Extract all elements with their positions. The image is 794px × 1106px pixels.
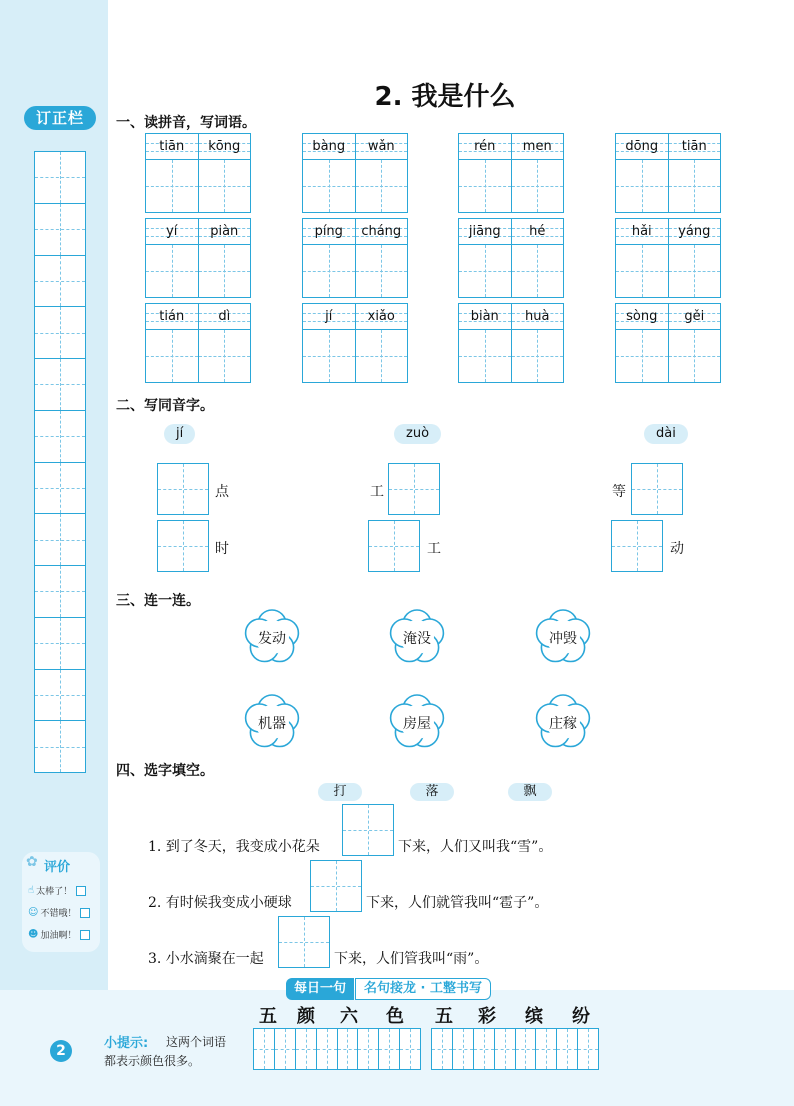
homophone-answer-box[interactable] [157, 463, 209, 515]
flower-word-text: 庄稼 [549, 716, 577, 732]
correction-writing-grid[interactable] [34, 151, 86, 773]
evaluation-checkbox[interactable] [76, 886, 86, 896]
cheer-icon: ☻ [28, 929, 39, 940]
pinyin-char-column [303, 134, 356, 212]
character-writing-box[interactable] [199, 330, 251, 382]
pinyin-word-box [145, 218, 251, 298]
pinyin-label [616, 304, 668, 330]
homophone-pinyin: jí [164, 424, 195, 444]
copy-writing-cell[interactable] [432, 1029, 453, 1069]
character-writing-box[interactable] [459, 160, 511, 212]
copy-writing-cell[interactable] [296, 1029, 317, 1069]
homophone-word: 动 [670, 541, 684, 557]
correction-grid-cell[interactable] [35, 152, 85, 204]
pinyin-char-column [303, 304, 356, 382]
character-writing-box[interactable] [669, 245, 721, 297]
evaluation-title: 评价 [44, 860, 71, 875]
pinyin-word-box [302, 133, 408, 213]
homophone-word: 等 [612, 484, 626, 500]
pinyin-text: jiāng [468, 224, 501, 239]
pinyin-char-column [669, 219, 721, 297]
pinyin-text: gěi [684, 309, 705, 324]
correction-grid-cell[interactable] [35, 721, 85, 772]
hint-text: 都表示颜色很多。 [104, 1054, 201, 1068]
pinyin-label [356, 304, 408, 330]
pinyin-text: sòng [626, 309, 658, 324]
option-pill: 落 [410, 783, 454, 801]
character-writing-box[interactable] [512, 330, 564, 382]
copy-writing-cell[interactable] [474, 1029, 495, 1069]
pinyin-text: yáng [678, 224, 711, 239]
copy-writing-grid[interactable] [431, 1028, 599, 1070]
pinyin-text: bàng [312, 139, 346, 154]
pinyin-word-box [458, 303, 564, 383]
pinyin-label [146, 219, 198, 245]
pinyin-label [199, 134, 251, 160]
pinyin-char-column [459, 219, 512, 297]
copy-writing-cell[interactable] [358, 1029, 379, 1069]
homophone-answer-box[interactable] [388, 463, 440, 515]
pinyin-label [512, 134, 564, 160]
pinyin-label [356, 134, 408, 160]
correction-grid-cell[interactable] [35, 514, 85, 566]
homophone-word: 点 [215, 484, 229, 500]
sentence-2-before: 2. 有时候我变成小硬球 [148, 895, 292, 911]
phrase-character: 颜 [297, 1006, 315, 1027]
correction-grid-cell[interactable] [35, 566, 85, 618]
evaluation-checkbox[interactable] [80, 930, 90, 940]
pinyin-char-column [459, 134, 512, 212]
phrase-character: 纷 [572, 1006, 590, 1027]
pinyin-label [669, 134, 721, 160]
pinyin-char-column [356, 304, 408, 382]
pinyin-label [512, 219, 564, 245]
sentence-1-before: 1. 到了冬天，我变成小花朵 [148, 839, 320, 855]
pinyin-char-column [356, 219, 408, 297]
pinyin-char-column [669, 134, 721, 212]
copy-writing-cell[interactable] [578, 1029, 598, 1069]
pinyin-char-column [512, 219, 564, 297]
sentence-3-after: 下来，人们管我叫“雨”。 [334, 951, 489, 967]
pinyin-text: dōng [625, 139, 659, 154]
phrase-character: 五 [435, 1006, 453, 1027]
hint-label: 小提示: [104, 1036, 149, 1051]
pinyin-label [146, 304, 198, 330]
correction-grid-cell[interactable] [35, 307, 85, 359]
pinyin-char-column [199, 304, 251, 382]
pinyin-text: yí [166, 224, 178, 239]
flower-word-top[interactable] [244, 609, 300, 665]
character-writing-box[interactable] [512, 160, 564, 212]
pinyin-word-box [302, 218, 408, 298]
pinyin-word-box [615, 133, 721, 213]
correction-grid-cell[interactable] [35, 411, 85, 463]
evaluation-option-good: ☺ 不错哦！ [28, 906, 90, 919]
correction-grid-cell[interactable] [35, 618, 85, 670]
copy-writing-cell[interactable] [536, 1029, 557, 1069]
homophone-pinyin: zuò [394, 424, 441, 444]
daily-sentence-tab: 每日一句 [286, 978, 354, 1000]
pinyin-label [146, 134, 198, 160]
correction-grid-cell[interactable] [35, 359, 85, 411]
pinyin-char-column [669, 304, 721, 382]
flower-word-bottom[interactable] [244, 694, 300, 750]
pinyin-char-column [146, 219, 199, 297]
copy-writing-cell[interactable] [254, 1029, 275, 1069]
copy-writing-grid[interactable] [253, 1028, 421, 1070]
pinyin-text: cháng [361, 224, 402, 239]
character-writing-box[interactable] [669, 160, 721, 212]
pinyin-word-box [302, 303, 408, 383]
phrase-character: 五 [259, 1006, 277, 1027]
pinyin-char-column [199, 219, 251, 297]
copy-writing-cell[interactable] [516, 1029, 537, 1069]
pinyin-text: rén [474, 139, 496, 154]
homophone-word: 工 [427, 541, 441, 557]
copy-writing-cell[interactable] [338, 1029, 359, 1069]
pinyin-label [616, 219, 668, 245]
pinyin-label [356, 219, 408, 245]
pinyin-word-box [145, 133, 251, 213]
copy-writing-cell[interactable] [557, 1029, 578, 1069]
pinyin-label [303, 134, 355, 160]
evaluation-checkbox[interactable] [80, 908, 90, 918]
pinyin-label [616, 134, 668, 160]
flower-word-bottom[interactable] [535, 694, 591, 750]
flower-word-top[interactable] [389, 609, 445, 665]
pinyin-text: men [522, 139, 552, 154]
pinyin-label [459, 219, 511, 245]
character-writing-box[interactable] [199, 245, 251, 297]
character-writing-box[interactable] [199, 160, 251, 212]
pinyin-char-column [199, 134, 251, 212]
character-writing-box[interactable] [303, 330, 355, 382]
copy-writing-cell[interactable] [275, 1029, 296, 1069]
pinyin-word-box [615, 303, 721, 383]
character-writing-box[interactable] [459, 245, 511, 297]
character-writing-box[interactable] [459, 330, 511, 382]
character-writing-box[interactable] [303, 160, 355, 212]
correction-grid-cell[interactable] [35, 256, 85, 308]
copy-writing-cell[interactable] [317, 1029, 338, 1069]
section-3-title: 三、连一连。 [116, 593, 200, 609]
correction-column-tag: 订正栏 [24, 106, 96, 130]
phrase-character: 彩 [478, 1006, 496, 1027]
pinyin-text: hé [529, 224, 546, 239]
character-writing-box[interactable] [512, 245, 564, 297]
evaluation-panel [22, 852, 100, 952]
homophone-answer-box[interactable] [368, 520, 420, 572]
character-writing-box[interactable] [146, 245, 198, 297]
homophone-word: 工 [370, 484, 384, 500]
option-pill: 打 [318, 783, 362, 801]
pinyin-word-box [145, 303, 251, 383]
section-4-title: 四、选字填空。 [116, 763, 214, 779]
sentence-1-after: 下来，人们又叫我“雪”。 [398, 839, 553, 855]
pinyin-text: tiān [159, 139, 185, 154]
pinyin-char-column [356, 134, 408, 212]
pinyin-text: kōng [208, 139, 241, 154]
pinyin-label [303, 219, 355, 245]
fill-in-box[interactable] [310, 860, 362, 912]
pinyin-text: hǎi [631, 224, 652, 239]
character-writing-box[interactable] [616, 160, 668, 212]
pinyin-text: tiān [681, 139, 707, 154]
sentence-2-after: 下来，人们就管我叫“雹子”。 [366, 895, 549, 911]
pinyin-char-column [459, 304, 512, 382]
pinyin-text: piàn [210, 224, 239, 239]
fill-in-box[interactable] [342, 804, 394, 856]
character-writing-box[interactable] [616, 330, 668, 382]
pinyin-label [459, 304, 511, 330]
pinyin-label [512, 304, 564, 330]
fill-in-box[interactable] [278, 916, 330, 968]
pinyin-char-column [512, 304, 564, 382]
character-writing-box[interactable] [356, 330, 408, 382]
character-writing-box[interactable] [669, 330, 721, 382]
character-writing-box[interactable] [146, 160, 198, 212]
character-writing-box[interactable] [303, 245, 355, 297]
pinyin-text: dì [218, 309, 231, 324]
homophone-word: 时 [215, 541, 229, 557]
lesson-title: 2. 我是什么 [374, 82, 516, 112]
homophone-answer-box[interactable] [631, 463, 683, 515]
sentence-3-before: 3. 小水滴聚在一起 [148, 951, 264, 967]
pinyin-text: píng [314, 224, 343, 239]
hint-text: 这两个词语 [166, 1035, 227, 1049]
rabbit-icon: ✿ [26, 854, 38, 870]
page-number: 2 [50, 1040, 72, 1062]
character-writing-box[interactable] [356, 245, 408, 297]
phrase-character: 缤 [525, 1006, 543, 1027]
homophone-answer-box[interactable] [611, 520, 663, 572]
flower-word-text: 冲毁 [549, 631, 577, 647]
flower-word-text: 淹没 [403, 631, 431, 647]
pinyin-text: biàn [470, 309, 499, 324]
evaluation-option-excellent: ☝ 太棒了！ [28, 884, 86, 897]
pinyin-word-box [458, 133, 564, 213]
homophone-pinyin: dài [644, 424, 688, 444]
correction-sidebar [0, 0, 108, 990]
thumbs-up-icon: ☝ [28, 885, 35, 896]
pinyin-label [459, 134, 511, 160]
pinyin-char-column [512, 134, 564, 212]
pinyin-text: tián [159, 309, 185, 324]
correction-grid-cell[interactable] [35, 204, 85, 256]
pinyin-label [303, 304, 355, 330]
option-pill: 飘 [508, 783, 552, 801]
pinyin-label [669, 304, 721, 330]
smile-icon: ☺ [28, 907, 39, 918]
pinyin-char-column [616, 304, 669, 382]
pinyin-char-column [616, 134, 669, 212]
evaluation-option-keep-going: ☻ 加油啊！ [28, 928, 90, 941]
pinyin-text: wǎn [367, 139, 395, 154]
copy-writing-cell[interactable] [400, 1029, 420, 1069]
character-writing-box[interactable] [356, 160, 408, 212]
pinyin-char-column [146, 134, 199, 212]
flower-word-text: 房屋 [403, 716, 431, 732]
copy-writing-cell[interactable] [379, 1029, 400, 1069]
flower-word-text: 机器 [258, 716, 286, 732]
copy-writing-cell[interactable] [453, 1029, 474, 1069]
pinyin-char-column [146, 304, 199, 382]
flower-word-bottom[interactable] [389, 694, 445, 750]
topic-tab: 名句接龙 · 工整书写 [355, 978, 491, 1000]
pinyin-word-box [615, 218, 721, 298]
pinyin-label [199, 304, 251, 330]
pinyin-text: huà [525, 309, 550, 324]
pinyin-char-column [303, 219, 356, 297]
copy-writing-cell[interactable] [495, 1029, 516, 1069]
phrase-character: 六 [340, 1006, 358, 1027]
homophone-answer-box[interactable] [157, 520, 209, 572]
correction-grid-cell[interactable] [35, 463, 85, 515]
pinyin-label [669, 219, 721, 245]
flower-word-text: 发动 [258, 631, 286, 647]
flower-word-top[interactable] [535, 609, 591, 665]
pinyin-text: jí [325, 309, 333, 324]
pinyin-char-column [616, 219, 669, 297]
pinyin-label [199, 219, 251, 245]
character-writing-box[interactable] [616, 245, 668, 297]
pinyin-text: xiǎo [367, 309, 395, 324]
character-writing-box[interactable] [146, 330, 198, 382]
section-1-title: 一、读拼音，写词语。 [116, 115, 256, 131]
phrase-character: 色 [386, 1006, 404, 1027]
section-2-title: 二、写同音字。 [116, 398, 214, 414]
correction-grid-cell[interactable] [35, 670, 85, 722]
pinyin-word-box [458, 218, 564, 298]
